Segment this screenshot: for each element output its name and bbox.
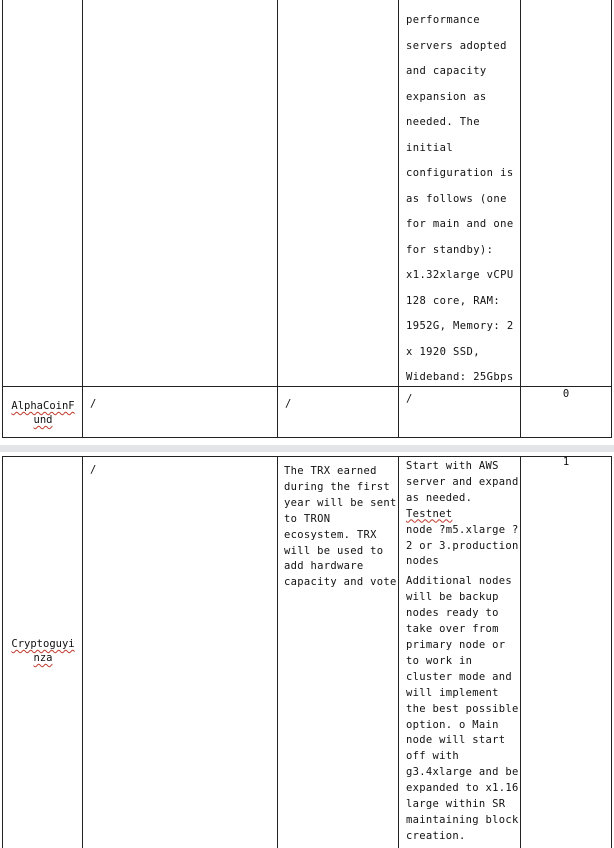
page-break <box>0 445 614 452</box>
server-plan-text: Start with AWS server and expand as needed. <box>406 460 519 504</box>
column-divider <box>82 456 83 848</box>
column-divider <box>82 0 83 438</box>
spec-line: x 1920 SSD, <box>406 345 480 358</box>
column-divider <box>520 456 521 848</box>
spec-line: configuration is <box>406 167 514 179</box>
table-cell: / <box>285 398 292 410</box>
candidate-name-cell <box>4 399 82 427</box>
spec-line: servers adopted <box>406 39 507 52</box>
spec-line: and capacity <box>406 65 487 77</box>
spec-line: for main and one <box>406 218 514 230</box>
server-plan-text: node ?m5.xlarge ? 2 or 3.production nodes <box>406 523 519 568</box>
table-page-bottom <box>0 452 614 848</box>
server-spec-cell <box>406 459 519 845</box>
server-plan-text: Testnet <box>406 507 453 520</box>
spec-line: 128 core, RAM: <box>406 294 501 307</box>
vote-plan-cell: The TRX earned during the first year will be sent to TRON ecosystem. TRX will be used to add hardware capacity and vote <box>284 465 397 589</box>
spec-line: x1.32xlarge vCPU <box>406 269 514 281</box>
spec-line: for standby): <box>406 243 494 256</box>
column-divider <box>398 456 399 848</box>
table-cell: / <box>90 398 97 410</box>
table-right-border <box>611 456 612 848</box>
table-left-border <box>2 456 3 848</box>
candidate-name-cell <box>4 637 82 665</box>
column-divider <box>277 0 278 438</box>
candidate-name: Cryptoguyi <box>11 638 75 650</box>
spec-line: expansion as <box>406 90 487 103</box>
spec-line: Wideband: 25Gbps <box>406 371 514 383</box>
column-divider <box>398 0 399 438</box>
candidate-name: nza <box>33 652 53 664</box>
spec-line: initial <box>406 141 454 154</box>
server-plan-text: Additional nodes will be backup nodes ready to take over from primary node or to work in cluster mode and will implement the best possible option. o Main node will start off with g3.4xlarge and be expanded to x1.16 large within SR maintaining block creation. <box>406 575 519 842</box>
server-spec-cell <box>406 8 518 391</box>
spec-line: as follows (one <box>406 192 507 205</box>
count-cell: 1 <box>562 456 570 468</box>
candidate-name: AlphaCoinF <box>11 400 75 412</box>
table-left-border <box>2 0 3 438</box>
column-divider <box>277 456 278 848</box>
table-right-border <box>611 0 612 438</box>
spec-line: needed. The <box>406 116 480 128</box>
column-divider <box>520 0 521 438</box>
spec-line: performance <box>406 14 480 26</box>
count-cell: 0 <box>562 388 570 400</box>
candidate-name: und <box>33 414 53 426</box>
table-cell: / <box>90 464 97 476</box>
table-cell: / <box>406 393 413 405</box>
spec-line: 1952G, Memory: 2 <box>406 320 514 332</box>
